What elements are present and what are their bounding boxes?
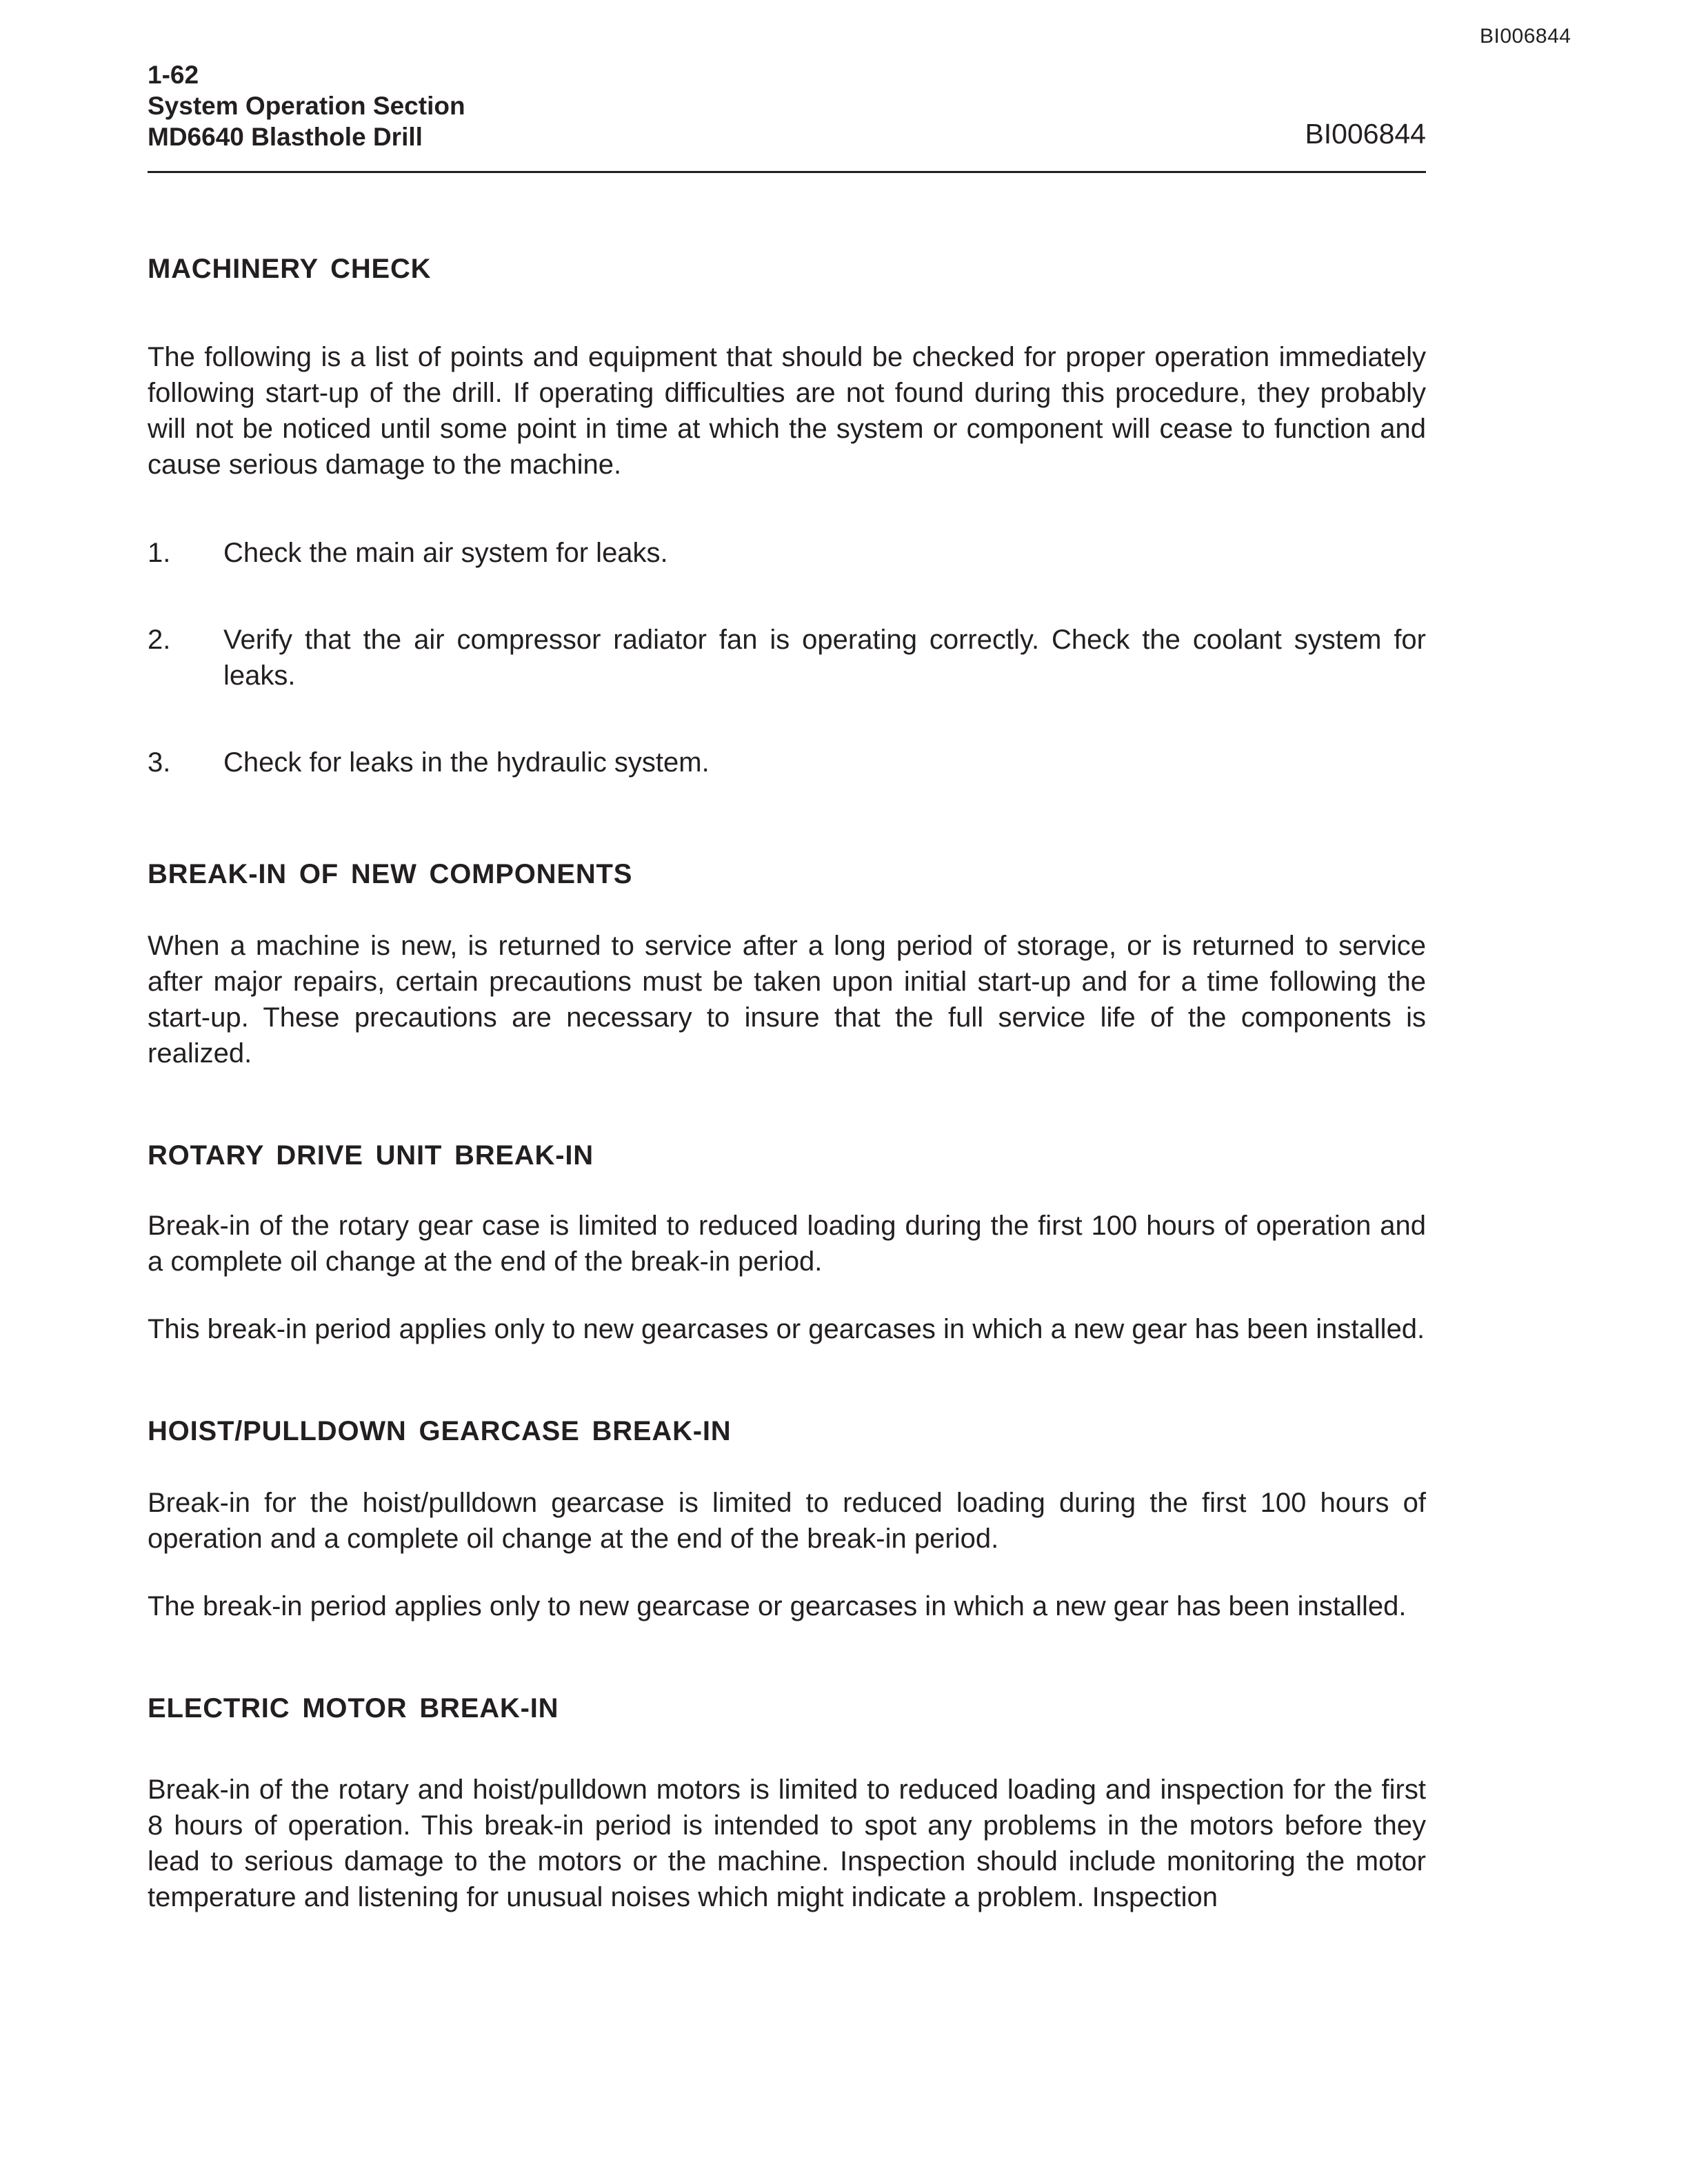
list-item-number: 1. [148, 538, 171, 568]
machinery-check-intro: The following is a list of points and equipment that should be checked for proper operation immediately following start-up of the drill. If operating difficulties are not found during this procedure, they probably will not be noticed until some point in time at which the system or component will cease to function and cause serious damage to the machine. [148, 342, 1426, 480]
header-left [148, 59, 465, 152]
break-in-new-components-heading: BREAK-IN OF NEW COMPONENTS [148, 859, 633, 889]
list-item-number: 3. [148, 747, 171, 778]
list-item [148, 622, 1426, 694]
list-item-text: Check for leaks in the hydraulic system. [223, 747, 710, 778]
list-item [148, 535, 1426, 571]
break-in-new-components-text: When a machine is new, is returned to service after a long period of storage, or is returned to service after major repairs, certain precautions must be taken upon initial start-up and for a time following the start-up. These precautions are necessary to insure that the full service life of the components is realized. [148, 931, 1426, 1069]
rotary-drive-break-in-text-2: This break-in period applies only to new gearcases or gearcases in which a new gear has been installed. [148, 1314, 1425, 1344]
list-item-text: Verify that the air compressor radiator fan is operating correctly. Check the coolant system for leaks. [223, 625, 1426, 691]
electric-motor-break-in-text: Break-in of the rotary and hoist/pulldown motors is limited to reduced loading and inspection for the first 8 hours of operation. This break-in period is intended to spot any problems in the motors before they lead to serious damage to the motors or the machine. Inspection should include monitoring the motor temperature and listening for unusual noises which might indicate a problem. Inspection [148, 1775, 1426, 1912]
section-title: System Operation Section [148, 92, 465, 120]
rotary-drive-break-in-text-1: Break-in of the rotary gear case is limited to reduced loading during the first 100 hours of operation and a complete oil change at the end of the break-in period. [148, 1211, 1426, 1277]
list-item-number: 2. [148, 625, 171, 655]
page [148, 59, 1426, 1912]
hoist-pulldown-break-in-heading: HOIST/PULLDOWN GEARCASE BREAK-IN [148, 1416, 732, 1446]
page-content [148, 190, 1426, 1915]
hoist-pulldown-break-in-text-1: Break-in for the hoist/pulldown gearcase is limited to reduced loading during the first 100 hours of operation and a complete oil change at the end of the break-in period. [148, 1488, 1426, 1554]
page-number: 1-62 [148, 61, 199, 89]
page-header [148, 59, 1426, 153]
list-item-text: Check the main air system for leaks. [223, 538, 668, 568]
electric-motor-break-in-heading: ELECTRIC MOTOR BREAK-IN [148, 1693, 559, 1723]
header-divider [148, 171, 1426, 173]
header-document-id: BI006844 [1305, 118, 1426, 150]
corner-document-id: BI006844 [1480, 25, 1571, 48]
rotary-drive-break-in-heading: ROTARY DRIVE UNIT BREAK-IN [148, 1140, 594, 1171]
machinery-check-heading: MACHINERY CHECK [148, 254, 432, 284]
list-item [148, 745, 1426, 780]
hoist-pulldown-break-in-text-2: The break-in period applies only to new gearcase or gearcases in which a new gear has been installed. [148, 1591, 1407, 1621]
model-title: MD6640 Blasthole Drill [148, 123, 423, 151]
